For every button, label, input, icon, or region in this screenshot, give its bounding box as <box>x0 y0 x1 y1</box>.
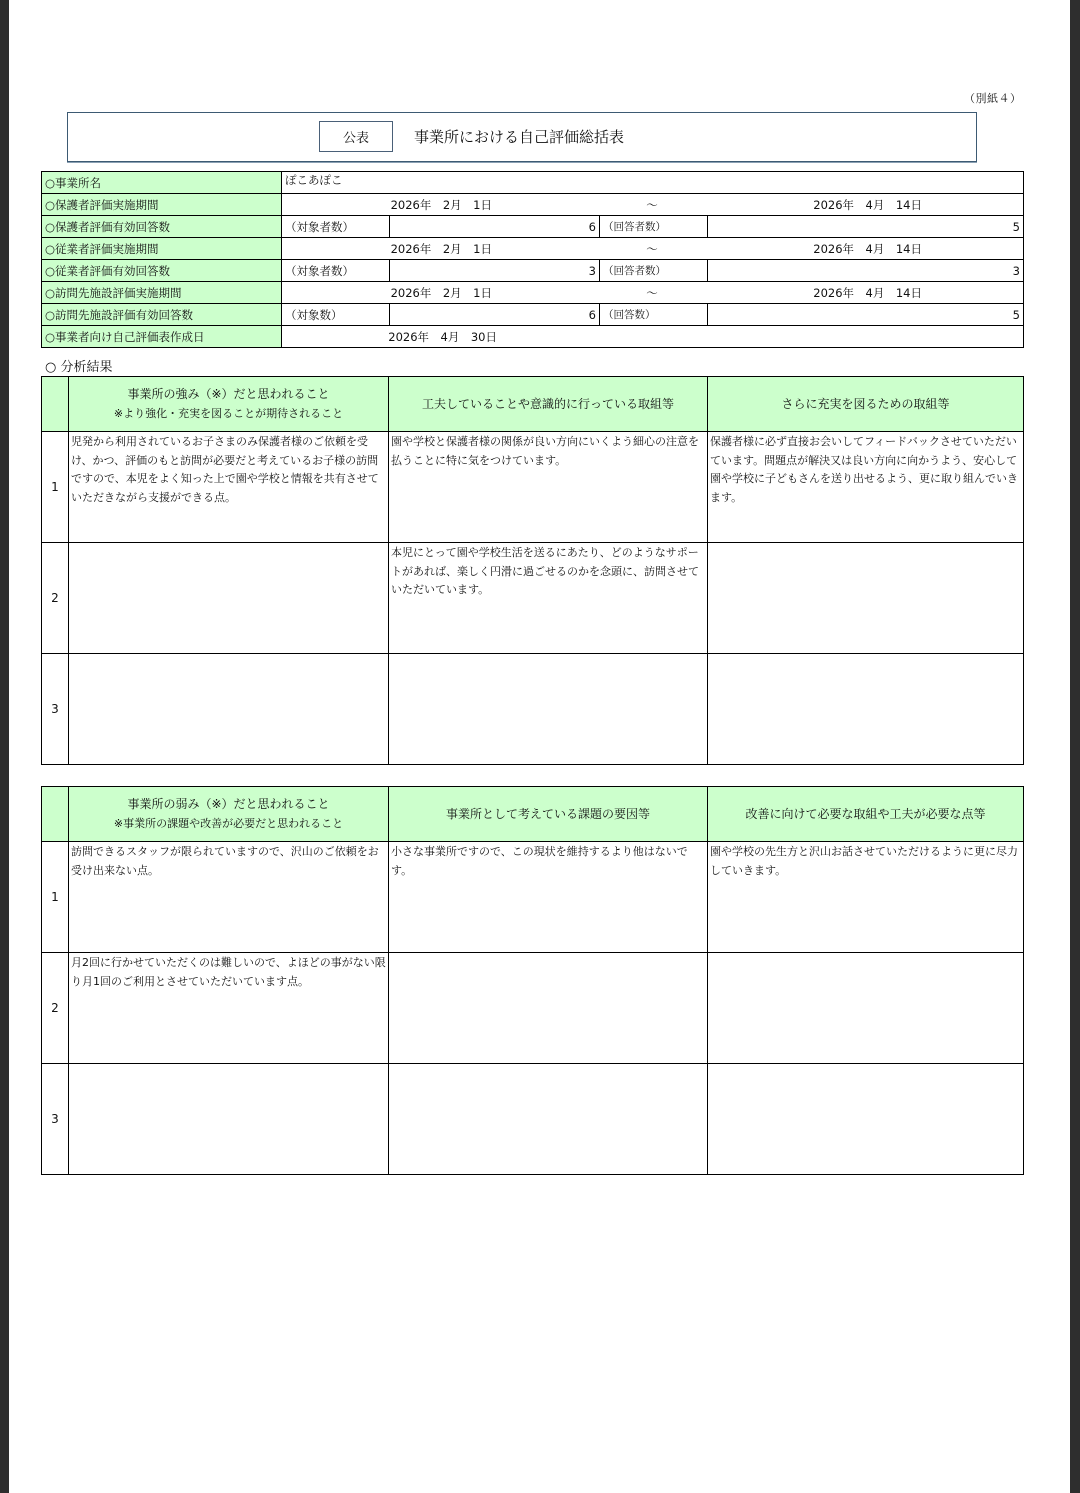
cause-cell <box>389 953 708 1064</box>
info-row-guardian-responses <box>42 216 1024 238</box>
header-sub: ※より強化・充実を図ることが期待されること <box>113 407 344 420</box>
strength-cell <box>69 654 389 765</box>
row-number: 2 <box>42 953 69 1064</box>
period-end: 2026年 4月 14日 <box>813 285 922 300</box>
improvement-cell <box>708 1064 1024 1175</box>
info-label: ○保護者評価有効回答数 <box>42 216 282 238</box>
header-main: 事業所の弱み（※）だと思われること <box>127 797 330 811</box>
weaknesses-col3-header: 改善に向けて必要な取組や工夫が必要な点等 <box>708 787 1024 842</box>
response-label: （回答者数） <box>600 260 708 282</box>
table-row <box>42 654 1024 765</box>
target-label: （対象者数） <box>282 216 390 238</box>
info-label: ○訪問先施設評価実施期間 <box>42 282 282 304</box>
table-row <box>42 432 1024 543</box>
initiative-cell: 本児にとって園や学校生活を送るにあたり、どのようなサポートがあれば、楽しく円滑に過ごせるのかを念頭に、訪問させていただいています。 <box>389 543 708 654</box>
target-value: 6 <box>390 216 600 238</box>
info-row-staff-period <box>42 238 1024 260</box>
period-separator: ～ <box>646 197 658 212</box>
response-label: （回答者数） <box>600 216 708 238</box>
weakness-cell: 月2回に行かせていただくのは難しいので、よほどの事がない限り月1回のご利用とさせていただいています点。 <box>69 953 389 1064</box>
strengths-table <box>41 376 1024 765</box>
office-name-value: ぽこあぽこ <box>282 172 1024 194</box>
document-page <box>9 0 1070 1493</box>
num-header <box>42 377 69 432</box>
cause-cell <box>389 1064 708 1175</box>
created-date-cell <box>282 326 1024 348</box>
row-number: 1 <box>42 432 69 543</box>
target-label: （対象者数） <box>282 260 390 282</box>
weaknesses-col2-header: 事業所として考えている課題の要因等 <box>389 787 708 842</box>
target-value: 6 <box>390 304 600 326</box>
info-row-created-date <box>42 326 1024 348</box>
info-label: ○従業者評価有効回答数 <box>42 260 282 282</box>
table-row <box>42 543 1024 654</box>
strengths-col2-header: 工夫していることや意識的に行っている取組等 <box>389 377 708 432</box>
annex-label: （別紙４） <box>964 92 1022 105</box>
strengths-header-row <box>42 377 1024 432</box>
response-value: 5 <box>708 216 1024 238</box>
period-separator: ～ <box>646 285 658 300</box>
response-value: 3 <box>708 260 1024 282</box>
page-title: 事業所における自己評価総括表 <box>414 128 625 146</box>
strength-cell: 児発から利用されているお子さまのみ保護者様のご依頼を受け、かつ、評価のもと訪問が必要だと考えているお子様の訪問ですので、本児をよく知った上で園や学校と情報を共有させていただきながら支援ができる点。 <box>69 432 389 543</box>
weaknesses-table <box>41 786 1024 1175</box>
row-number: 2 <box>42 543 69 654</box>
period-end: 2026年 4月 14日 <box>813 241 922 256</box>
period-start: 2026年 2月 1日 <box>390 197 492 212</box>
info-label: ○保護者評価実施期間 <box>42 194 282 216</box>
info-row-office-name <box>42 172 1024 194</box>
improvement-cell <box>708 953 1024 1064</box>
weaknesses-col1-header <box>69 787 389 842</box>
row-number: 1 <box>42 842 69 953</box>
row-number: 3 <box>42 654 69 765</box>
header-main: 事業所の強み（※）だと思われること <box>127 387 330 401</box>
weakness-cell <box>69 1064 389 1175</box>
period-start: 2026年 2月 1日 <box>390 241 492 256</box>
info-row-staff-responses <box>42 260 1024 282</box>
title-frame <box>67 112 977 162</box>
strengths-col3-header: さらに充実を図るための取組等 <box>708 377 1024 432</box>
initiative-cell <box>389 654 708 765</box>
period-start: 2026年 2月 1日 <box>390 285 492 300</box>
table-row <box>42 953 1024 1064</box>
period-cell <box>282 238 1024 260</box>
cause-cell: 小さな事業所ですので、この現状を維持するより他はないです。 <box>389 842 708 953</box>
enhancement-cell <box>708 654 1024 765</box>
strengths-col1-header <box>69 377 389 432</box>
info-row-facility-responses <box>42 304 1024 326</box>
target-label: （対象数） <box>282 304 390 326</box>
weaknesses-header-row <box>42 787 1024 842</box>
enhancement-cell: 保護者様に必ず直接お会いしてフィードバックさせていただいています。問題点が解決又は良い方向に向かうよう、安心して園や学校に子どもさんを送り出せるよう、更に取り組んでいきます。 <box>708 432 1024 543</box>
table-row <box>42 842 1024 953</box>
public-badge: 公表 <box>319 121 393 152</box>
period-cell <box>282 282 1024 304</box>
info-table <box>41 171 1024 348</box>
info-label: ○訪問先施設評価有効回答数 <box>42 304 282 326</box>
num-header <box>42 787 69 842</box>
enhancement-cell <box>708 543 1024 654</box>
info-label: ○従業者評価実施期間 <box>42 238 282 260</box>
strength-cell <box>69 543 389 654</box>
weakness-cell: 訪問できるスタッフが限られていますので、沢山のご依頼をお受け出来ない点。 <box>69 842 389 953</box>
info-label: ○事業者向け自己評価表作成日 <box>42 326 282 348</box>
row-number: 3 <box>42 1064 69 1175</box>
created-date-value: 2026年 4月 30日 <box>388 329 497 344</box>
info-row-facility-period <box>42 282 1024 304</box>
period-separator: ～ <box>646 241 658 256</box>
header-sub: ※事業所の課題や改善が必要だと思われること <box>113 817 344 830</box>
response-label: （回答数） <box>600 304 708 326</box>
info-label: ○事業所名 <box>42 172 282 194</box>
initiative-cell: 園や学校と保護者様の関係が良い方向にいくよう細心の注意を払うことに特に気をつけています。 <box>389 432 708 543</box>
info-row-guardian-period <box>42 194 1024 216</box>
analysis-section-label: ○ 分析結果 <box>45 360 113 375</box>
improvement-cell: 園や学校の先生方と沢山お話させていただけるように更に尽力していきます。 <box>708 842 1024 953</box>
period-end: 2026年 4月 14日 <box>813 197 922 212</box>
response-value: 5 <box>708 304 1024 326</box>
period-cell <box>282 194 1024 216</box>
target-value: 3 <box>390 260 600 282</box>
table-row <box>42 1064 1024 1175</box>
